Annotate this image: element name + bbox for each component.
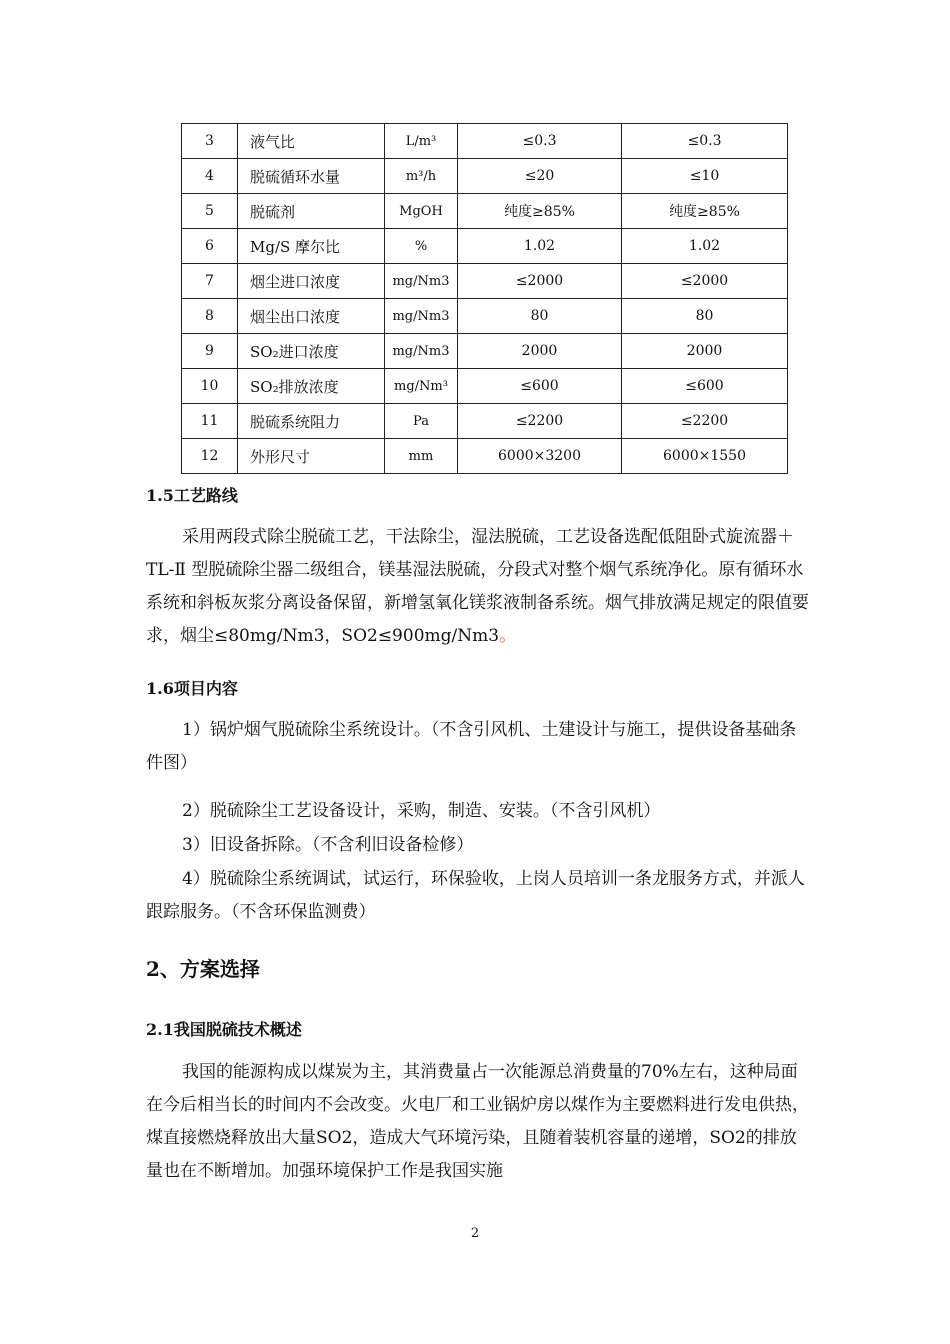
value-a-cell: 纯度≥85% xyxy=(458,194,622,229)
unit-cell: mg/Nm3 xyxy=(385,264,458,299)
page-number: 2 xyxy=(470,1226,480,1241)
value-b-cell: ≤2000 xyxy=(622,264,788,299)
section-1-6-heading: 1.6项目内容 xyxy=(146,679,238,698)
unit-cell: Pa xyxy=(385,404,458,439)
item-name-cell: SO₂排放浓度 xyxy=(238,369,385,404)
value-b-cell: 纯度≥85% xyxy=(622,194,788,229)
table-row xyxy=(182,159,788,194)
section-1-5-heading: 1.5工艺路线 xyxy=(146,486,238,505)
unit-cell: L/m³ xyxy=(385,124,458,159)
row-number-cell: 4 xyxy=(182,159,238,194)
spec-table-body xyxy=(182,124,788,474)
value-b-cell: 2000 xyxy=(622,334,788,369)
item-name-cell: Mg/S 摩尔比 xyxy=(238,229,385,264)
table-row xyxy=(182,439,788,474)
value-a-cell: 1.02 xyxy=(458,229,622,264)
section-1-6-item-1: 1）锅炉烟气脱硫除尘系统设计。（不含引风机、土建设计与施工，提供设备基础条件图） xyxy=(146,720,797,773)
value-b-cell: ≤0.3 xyxy=(622,124,788,159)
row-number-cell: 12 xyxy=(182,439,238,474)
item-name-cell: 外形尺寸 xyxy=(238,439,385,474)
value-a-cell: ≤2000 xyxy=(458,264,622,299)
section-1-5-body xyxy=(146,521,810,653)
unit-cell: mg/Nm3 xyxy=(385,334,458,369)
table-row xyxy=(182,194,788,229)
value-a-cell: ≤2200 xyxy=(458,404,622,439)
row-number-cell: 7 xyxy=(182,264,238,299)
section-2-1-heading: 2.1我国脱硫技术概述 xyxy=(146,1020,302,1039)
unit-cell: mg/Nm³ xyxy=(385,369,458,404)
row-number-cell: 9 xyxy=(182,334,238,369)
section-1-6-item-3: 3）旧设备拆除。（不含利旧设备检修） xyxy=(182,835,474,855)
item-name-cell: 脱硫循环水量 xyxy=(238,159,385,194)
value-a-cell: 80 xyxy=(458,299,622,334)
value-b-cell: ≤10 xyxy=(622,159,788,194)
value-a-cell: 2000 xyxy=(458,334,622,369)
row-number-cell: 6 xyxy=(182,229,238,264)
row-number-cell: 10 xyxy=(182,369,238,404)
item-name-cell: 烟尘进口浓度 xyxy=(238,264,385,299)
unit-cell: % xyxy=(385,229,458,264)
item-name-cell: 烟尘出口浓度 xyxy=(238,299,385,334)
row-number-cell: 5 xyxy=(182,194,238,229)
unit-cell: mg/Nm3 xyxy=(385,299,458,334)
unit-cell: MgOH xyxy=(385,194,458,229)
table-row xyxy=(182,334,788,369)
section-2-heading: 2、方案选择 xyxy=(146,957,260,981)
row-number-cell: 8 xyxy=(182,299,238,334)
section-1-5-text: 采用两段式除尘脱硫工艺，干法除尘，湿法脱硫，工艺设备选配低阻卧式旋流器＋TL-Ⅱ 型脱硫除尘器二级组合，镁基湿法脱硫，分段式对整个烟气系统净化。原有循环水系统和斜板灰浆分离设备保留，新增氢氧化镁浆液制备系统。烟气排放满足规定的限值要求，烟尘≤80mg/Nm3，SO2≤900mg/Nm3 xyxy=(146,527,809,646)
section-1-5-end-mark: 。 xyxy=(499,626,517,646)
section-1-6-item-4: 4）脱硫除尘系统调试，试运行，环保验收，上岗人员培训一条龙服务方式，并派人跟踪服务。（不含环保监测费） xyxy=(146,869,805,922)
table-row xyxy=(182,229,788,264)
table-row xyxy=(182,299,788,334)
unit-cell: m³/h xyxy=(385,159,458,194)
section-2-1-body: 我国的能源构成以煤炭为主，其消费量占一次能源总消费量的70%左右，这种局面在今后相当长的时间内不会改变。火电厂和工业锅炉房以煤作为主要燃料进行发电供热，煤直接燃烧释放出大量SO2，造成大气环境污染，且随着装机容量的递增，SO2的排放量也在不断增加。加强环境保护工作是我国实施 xyxy=(146,1062,809,1181)
value-b-cell: 6000×1550 xyxy=(622,439,788,474)
value-a-cell: 6000×3200 xyxy=(458,439,622,474)
value-a-cell: ≤20 xyxy=(458,159,622,194)
table-row xyxy=(182,369,788,404)
item-name-cell: 脱硫剂 xyxy=(238,194,385,229)
value-b-cell: ≤2200 xyxy=(622,404,788,439)
unit-cell: mm xyxy=(385,439,458,474)
value-a-cell: ≤600 xyxy=(458,369,622,404)
section-1-6-item-2: 2）脱硫除尘工艺设备设计，采购，制造、安装。（不含引风机） xyxy=(182,801,661,821)
table-row xyxy=(182,264,788,299)
row-number-cell: 3 xyxy=(182,124,238,159)
row-number-cell: 11 xyxy=(182,404,238,439)
table-row xyxy=(182,404,788,439)
spec-table xyxy=(181,123,788,474)
value-b-cell: 1.02 xyxy=(622,229,788,264)
value-a-cell: ≤0.3 xyxy=(458,124,622,159)
value-b-cell: 80 xyxy=(622,299,788,334)
value-b-cell: ≤600 xyxy=(622,369,788,404)
item-name-cell: 液气比 xyxy=(238,124,385,159)
item-name-cell: SO₂进口浓度 xyxy=(238,334,385,369)
table-row xyxy=(182,124,788,159)
item-name-cell: 脱硫系统阻力 xyxy=(238,404,385,439)
